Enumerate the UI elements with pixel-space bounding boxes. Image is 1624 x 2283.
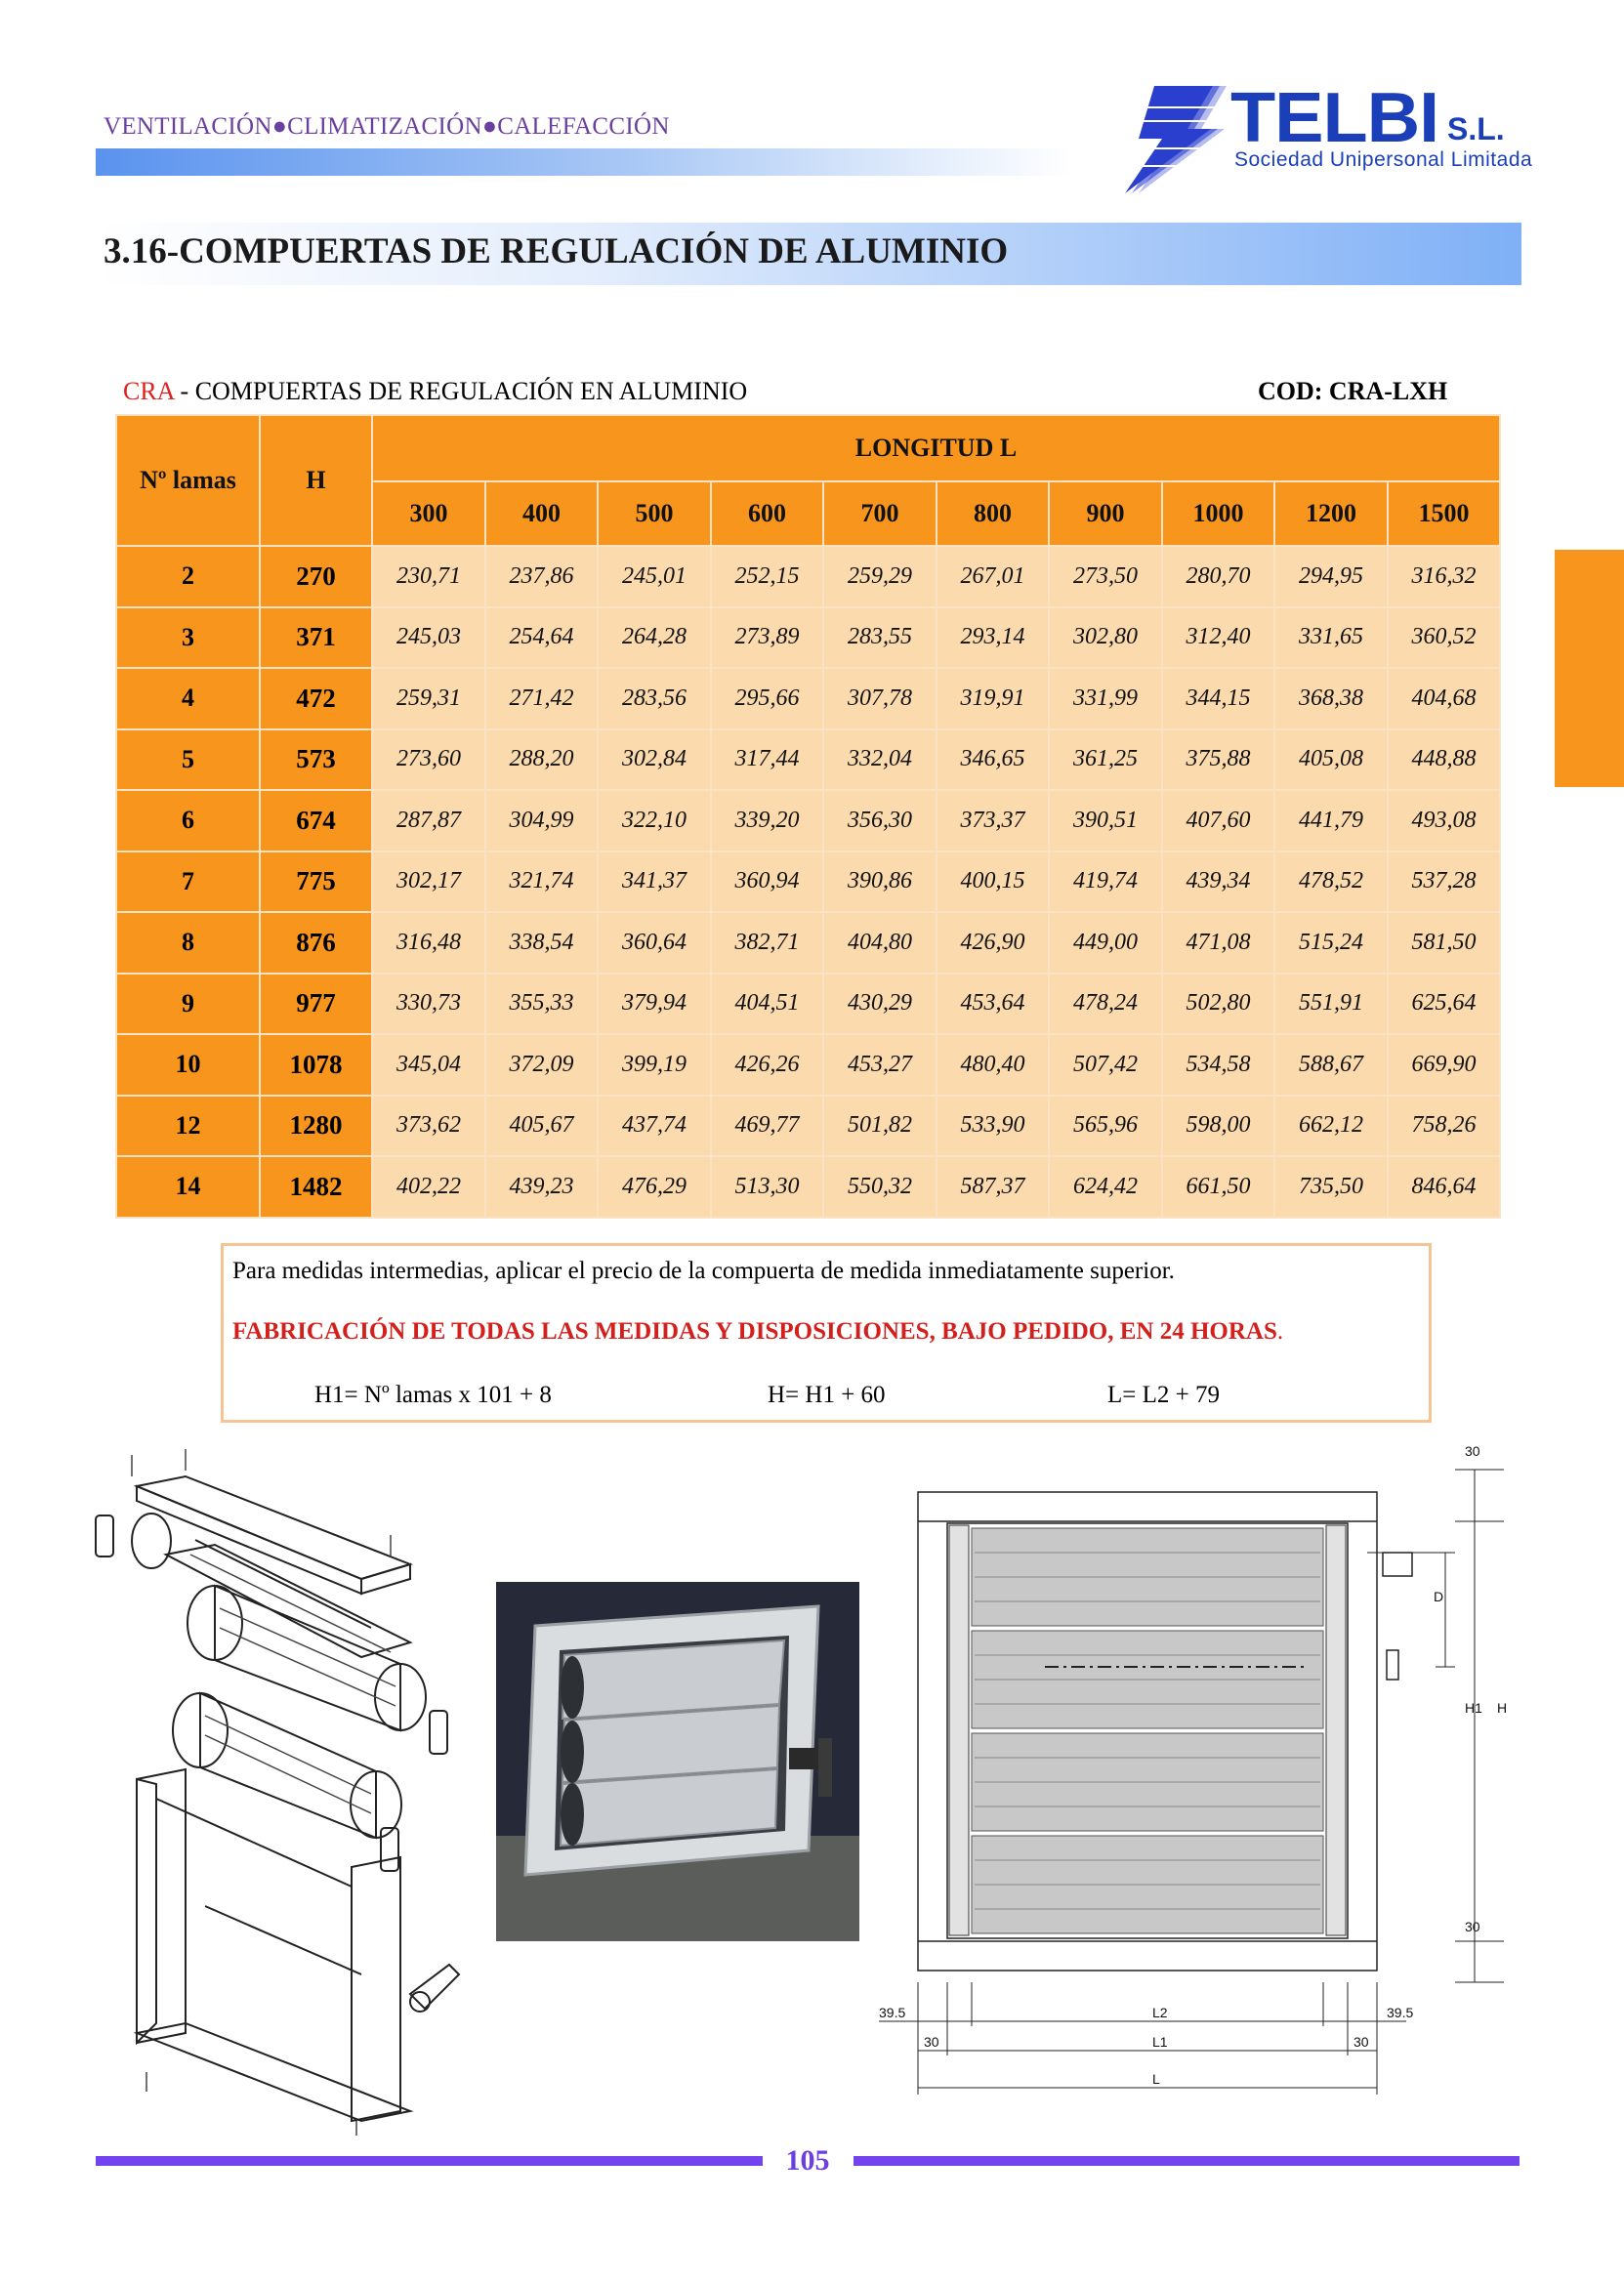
price-cell: 735,50: [1274, 1156, 1388, 1218]
lamas-count: 4: [116, 668, 260, 729]
lamas-count: 7: [116, 851, 260, 913]
price-cell: 331,65: [1274, 607, 1388, 669]
price-cell: 339,20: [711, 790, 823, 851]
price-cell: 598,00: [1162, 1096, 1274, 1157]
height-value: 775: [260, 851, 372, 913]
lamas-count: 8: [116, 912, 260, 974]
note-intermediate-sizes: Para medidas intermedias, aplicar el precio de la compuerta de medida inmediatamente superior.: [232, 1258, 1175, 1284]
price-cell: 669,90: [1388, 1034, 1500, 1096]
price-cell: 373,37: [937, 790, 1049, 851]
price-cell: 390,51: [1049, 790, 1162, 851]
footer-bar-right: [854, 2156, 1520, 2166]
price-cell: 273,60: [372, 729, 485, 791]
price-cell: 271,42: [485, 668, 598, 729]
price-cell: 355,33: [485, 974, 598, 1035]
lamas-count: 12: [116, 1096, 260, 1157]
price-cell: 316,32: [1388, 546, 1500, 607]
table-row: [116, 1156, 1500, 1218]
damper-photo: [496, 1582, 859, 1941]
technical-dimension-drawing: [859, 1443, 1533, 2109]
price-cell: 312,40: [1162, 607, 1274, 669]
height-value: 270: [260, 546, 372, 607]
height-value: 977: [260, 974, 372, 1035]
height-value: 472: [260, 668, 372, 729]
price-cell: 293,14: [937, 607, 1049, 669]
formula-h1: H1= Nº lamas x 101 + 8: [314, 1382, 552, 1408]
price-cell: 280,70: [1162, 546, 1274, 607]
price-cell: 588,67: [1274, 1034, 1388, 1096]
formula-l: L= L2 + 79: [1107, 1382, 1220, 1408]
table-row: [116, 912, 1500, 974]
price-cell: 390,86: [823, 851, 937, 913]
exploded-assembly-drawing: [88, 1447, 508, 2131]
table-row: [116, 546, 1500, 607]
table-caption: [123, 377, 747, 406]
price-cell: 304,99: [485, 790, 598, 851]
price-cell: 259,29: [823, 546, 937, 607]
price-cell: 419,74: [1049, 851, 1162, 913]
price-cell: 399,19: [598, 1034, 711, 1096]
price-cell: 237,86: [485, 546, 598, 607]
price-cell: 624,42: [1049, 1156, 1162, 1218]
table-row: [116, 729, 1500, 791]
header-tagline: VENTILACIÓN●CLIMATIZACIÓN●CALEFACCIÓN: [104, 113, 670, 140]
price-cell: 437,74: [598, 1096, 711, 1157]
height-value: 1482: [260, 1156, 372, 1218]
header-h: H: [260, 415, 372, 546]
table-row: [116, 668, 1500, 729]
lamas-count: 6: [116, 790, 260, 851]
logo-name: TELBI: [1230, 79, 1439, 157]
price-cell: 478,24: [1049, 974, 1162, 1035]
price-cell: 478,52: [1274, 851, 1388, 913]
price-cell: 846,64: [1388, 1156, 1500, 1218]
price-cell: 264,28: [598, 607, 711, 669]
price-cell: 448,88: [1388, 729, 1500, 791]
product-code: CRA: [123, 377, 175, 405]
price-cell: 319,91: [937, 668, 1049, 729]
footer-bar-left: [96, 2156, 763, 2166]
price-cell: 302,84: [598, 729, 711, 791]
price-cell: 480,40: [937, 1034, 1049, 1096]
price-cell: 379,94: [598, 974, 711, 1035]
dim-right-frame: 30: [1353, 2034, 1369, 2050]
formula-h: H= H1 + 60: [768, 1382, 886, 1408]
table-row: [116, 607, 1500, 669]
price-cell: 404,51: [711, 974, 823, 1035]
dim-l2: L2: [1152, 2005, 1168, 2020]
price-cell: 515,24: [1274, 912, 1388, 974]
price-cell: 287,87: [372, 790, 485, 851]
price-cell: 476,29: [598, 1156, 711, 1218]
header-longitud: LONGITUD L: [372, 415, 1500, 481]
height-value: 1078: [260, 1034, 372, 1096]
height-value: 371: [260, 607, 372, 669]
price-cell: 441,79: [1274, 790, 1388, 851]
price-cell: 368,38: [1274, 668, 1388, 729]
price-cell: 361,25: [1049, 729, 1162, 791]
price-cell: 533,90: [937, 1096, 1049, 1157]
price-cell: 294,95: [1274, 546, 1388, 607]
lightning-icon: [1103, 78, 1230, 200]
dim-left-gap: 39.5: [879, 2005, 906, 2020]
price-cell: 245,01: [598, 546, 711, 607]
price-cell: 625,64: [1388, 974, 1500, 1035]
dim-bottom-margin: 30: [1465, 1919, 1480, 1934]
height-value: 1280: [260, 1096, 372, 1157]
price-cell: 501,82: [823, 1096, 937, 1157]
price-cell: 537,28: [1388, 851, 1500, 913]
header-gradient-bar: [96, 148, 1072, 176]
price-cell: 581,50: [1388, 912, 1500, 974]
dim-h1: H1: [1465, 1700, 1482, 1716]
lamas-count: 3: [116, 607, 260, 669]
price-cell: 430,29: [823, 974, 937, 1035]
table-row: [116, 1096, 1500, 1157]
price-cell: 469,77: [711, 1096, 823, 1157]
price-cell: 283,56: [598, 668, 711, 729]
price-cell: 273,89: [711, 607, 823, 669]
price-cell: 758,26: [1388, 1096, 1500, 1157]
price-cell: 507,42: [1049, 1034, 1162, 1096]
dim-d: D: [1434, 1589, 1444, 1604]
length-header: 300: [372, 481, 485, 546]
price-cell: 356,30: [823, 790, 937, 851]
lamas-count: 14: [116, 1156, 260, 1218]
length-header: 900: [1049, 481, 1162, 546]
price-cell: 439,23: [485, 1156, 598, 1218]
price-cell: 302,80: [1049, 607, 1162, 669]
price-cell: 471,08: [1162, 912, 1274, 974]
price-cell: 407,60: [1162, 790, 1274, 851]
note-manufacturing-period: .: [1276, 1318, 1284, 1345]
price-cell: 402,22: [372, 1156, 485, 1218]
dim-top-margin: 30: [1465, 1443, 1480, 1459]
dim-l1: L1: [1152, 2034, 1168, 2050]
price-table: [115, 414, 1501, 1219]
price-cell: 502,80: [1162, 974, 1274, 1035]
side-tab-marker: [1555, 550, 1624, 787]
price-cell: 273,50: [1049, 546, 1162, 607]
price-cell: 426,26: [711, 1034, 823, 1096]
price-cell: 400,15: [937, 851, 1049, 913]
price-cell: 372,09: [485, 1034, 598, 1096]
price-cell: 338,54: [485, 912, 598, 974]
price-cell: 307,78: [823, 668, 937, 729]
price-cell: 426,90: [937, 912, 1049, 974]
price-cell: 267,01: [937, 546, 1049, 607]
price-cell: 662,12: [1274, 1096, 1388, 1157]
price-cell: 321,74: [485, 851, 598, 913]
price-cell: 404,68: [1388, 668, 1500, 729]
height-value: 876: [260, 912, 372, 974]
price-cell: 245,03: [372, 607, 485, 669]
price-cell: 493,08: [1388, 790, 1500, 851]
note-manufacturing-text: FABRICACIÓN DE TODAS LAS MEDIDAS Y DISPOSICIONES, BAJO PEDIDO, EN 24 HORAS: [232, 1318, 1277, 1345]
product-description: - COMPUERTAS DE REGULACIÓN EN ALUMINIO: [174, 377, 748, 405]
price-cell: 360,64: [598, 912, 711, 974]
price-cell: 587,37: [937, 1156, 1049, 1218]
price-cell: 288,20: [485, 729, 598, 791]
article-code: COD: CRA-LXH: [1258, 377, 1448, 405]
price-cell: 439,34: [1162, 851, 1274, 913]
price-cell: 346,65: [937, 729, 1049, 791]
note-manufacturing: [232, 1318, 1283, 1346]
price-cell: 453,64: [937, 974, 1049, 1035]
header-lamas: Nº lamas: [116, 415, 260, 546]
lamas-count: 5: [116, 729, 260, 791]
length-header: 1000: [1162, 481, 1274, 546]
dim-h: H: [1497, 1700, 1508, 1716]
price-cell: 316,48: [372, 912, 485, 974]
price-cell: 259,31: [372, 668, 485, 729]
price-cell: 661,50: [1162, 1156, 1274, 1218]
price-cell: 345,04: [372, 1034, 485, 1096]
table-row: [116, 851, 1500, 913]
price-cell: 534,58: [1162, 1034, 1274, 1096]
price-cell: 382,71: [711, 912, 823, 974]
price-cell: 344,15: [1162, 668, 1274, 729]
length-header: 1500: [1388, 481, 1500, 546]
price-cell: 332,04: [823, 729, 937, 791]
price-cell: 453,27: [823, 1034, 937, 1096]
height-value: 674: [260, 790, 372, 851]
dim-right-gap: 39.5: [1387, 2005, 1414, 2020]
price-cell: 322,10: [598, 790, 711, 851]
price-cell: 404,80: [823, 912, 937, 974]
price-cell: 230,71: [372, 546, 485, 607]
lamas-count: 2: [116, 546, 260, 607]
page-title: 3.16-COMPUERTAS DE REGULACIÓN DE ALUMINIO: [104, 231, 1009, 271]
length-header: 500: [598, 481, 711, 546]
length-header: 400: [485, 481, 598, 546]
price-cell: 252,15: [711, 546, 823, 607]
company-logo: [1103, 78, 1533, 200]
table-row: [116, 974, 1500, 1035]
logo-subtitle: Sociedad Unipersonal Limitada: [1234, 148, 1533, 171]
price-cell: 302,17: [372, 851, 485, 913]
length-header: 600: [711, 481, 823, 546]
table-row: [116, 1034, 1500, 1096]
price-cell: 513,30: [711, 1156, 823, 1218]
price-cell: 283,55: [823, 607, 937, 669]
length-header: 800: [937, 481, 1049, 546]
price-cell: 550,32: [823, 1156, 937, 1218]
lamas-count: 9: [116, 974, 260, 1035]
price-cell: 317,44: [711, 729, 823, 791]
price-cell: 360,94: [711, 851, 823, 913]
price-cell: 405,67: [485, 1096, 598, 1157]
price-cell: 360,52: [1388, 607, 1500, 669]
price-cell: 341,37: [598, 851, 711, 913]
height-value: 573: [260, 729, 372, 791]
price-cell: 565,96: [1049, 1096, 1162, 1157]
dim-left-frame: 30: [924, 2034, 939, 2050]
price-cell: 551,91: [1274, 974, 1388, 1035]
page-number: 105: [785, 2144, 830, 2177]
price-cell: 295,66: [711, 668, 823, 729]
dim-l: L: [1152, 2071, 1160, 2087]
table-row: [116, 790, 1500, 851]
length-header: 1200: [1274, 481, 1388, 546]
price-cell: 330,73: [372, 974, 485, 1035]
price-cell: 449,00: [1049, 912, 1162, 974]
price-cell: 331,99: [1049, 668, 1162, 729]
price-cell: 405,08: [1274, 729, 1388, 791]
length-header: 700: [823, 481, 937, 546]
lamas-count: 10: [116, 1034, 260, 1096]
price-cell: 373,62: [372, 1096, 485, 1157]
price-cell: 254,64: [485, 607, 598, 669]
price-cell: 375,88: [1162, 729, 1274, 791]
logo-suffix: S.L.: [1447, 111, 1505, 146]
